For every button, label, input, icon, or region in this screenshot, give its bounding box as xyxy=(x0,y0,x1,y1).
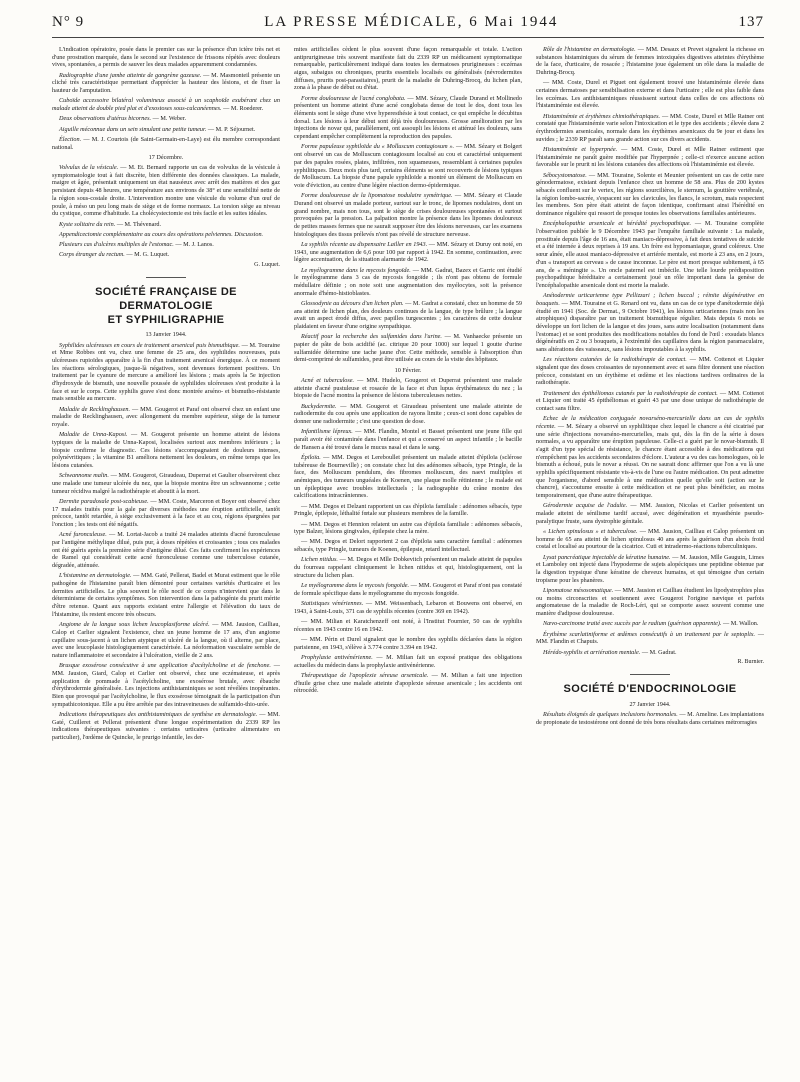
journal-title: LA PRESSE MÉDICALE, 6 Mai 1944 xyxy=(264,14,559,30)
session-date: 27 Janvier 1944. xyxy=(629,701,671,709)
column-1 xyxy=(52,46,280,1056)
text-columns xyxy=(52,46,764,1056)
paragraph-title: Statistiques vénériennes. xyxy=(301,600,364,608)
paragraph-title: Maladie de Unna-Kaposi. xyxy=(59,431,128,439)
paragraph-title: Histaminémie et érythèmes chimiothérapiques. xyxy=(543,112,661,120)
paragraph: Sébocystomatose. — MM. Touraine, Solente et Meunier présentent un cas de cette rare génodermatose, existant depuis l'enfance chez un homme de 58 ans. Plus de 200 kystes sébacés confluent sur le vertex, les régions sourcilières, le sternum, la gouttière vertébrale, la région lombo-sacrée, s'espacent sur les clavicules, les flancs, le scrotum, mais respectent les membres. Son père était atteint de façon identique, confirmant ainsi l'hérédité en dominance régulière qui ressort de presque toutes les observations familiales antérieures. xyxy=(536,171,764,218)
paragraph: L'histamine en dermatologie. — MM. Gaté, Pellerat, Badel et Murat estiment que le rôle pathogène de l'histamine paraît bien démontré pour certaines variétés d'urticaire et les dermites artificielles. Le plus souvent le rôle nocif de ce corps n'intervient que dans le déterminisme de certains symptômes. Son intervention dans la pathogénie du prurit mérite d'être retenue. Quant aux rapports existant entre l'allergie et l'élévation du taux de l'histamine, ils restent encore très obscurs. xyxy=(52,572,280,618)
paragraph: Réactif pour la recherche des sulfamides dans l'urine. — M. Vanhaecke présente un papier de pâte de bois acidifié (ac. citrique 20 pour 1000) sur lequel 1 goutte d'urine sulfamidée détermine une tache jaune d'or. Cette méthode, sensible à l'absorption d'un demi-comprimé de sulfamides, peut être utilisée au cours de la visite des hôpitaux. xyxy=(294,333,522,364)
page-header xyxy=(52,14,764,38)
section-heading: SOCIÉTÉ FRANÇAISE DE DERMATOLOGIE ET SYPHILIGRAPHIE xyxy=(95,286,237,326)
paragraph: Maladie de Recklinghausen. — MM. Gougerot et Paraf ont observé chez un enfant une maladie de Recklinghausen, avec allongement du membre supérieur, siège de la tumeur royale. xyxy=(52,405,280,429)
paragraph: Forme papuleuse syphiloïde du « Molluscum contagiosum ». — MM. Sézary et Bolgert ont observé un cas de Molluscum contagiosum localisé au cou et caractérisé uniquement par des papules rosées, plates, infiltrées, non squameuses, ressemblant à certaines papules syphilitiques. Deux mois plus tard, certains éléments se sont recouverts de lésions typiques de Molluscum. La biopsie d'une papule syphiloïde a montré un élément de Molluscum en voie d'éviction, au centre d'une légère réaction dermo-épidermique. xyxy=(294,143,522,189)
paragraph-title: Sébocystomatose. xyxy=(543,171,587,179)
paragraph: Hérédo-syphilis et arriération mentale. — M. Gadrat. xyxy=(543,648,677,656)
paragraph: Radiographie d'une jambe atteinte de gangrène gazeuse. — M. Masmonteil présente un cliché très caractéristique permettant d'apprécier la hauteur des lésions, et de fixer la hauteur de l'amputation. xyxy=(52,71,280,95)
paragraph: L'indication opératoire, posée dans le premier cas sur la présence d'un ictère très net et d'une prostration marquée, dans le second sur l'existence de frissons répétés avec douleurs vives, spontanées, a permis de sauver les deux malades apparemment condamnées. xyxy=(52,46,280,69)
paragraph: Érythème scarlatiniforme et œdèmes consécutifs à un traitement par le septoplix. — MM. Flandin et Chapuis. xyxy=(536,630,764,646)
paragraph: Corps étranger du rectum. — M. G. Luquet. xyxy=(59,251,170,259)
paragraph-title: Le myélogramme dans le mycosis fongoïde. xyxy=(301,582,410,590)
paragraph-title: Lipomatose mésosomatique. xyxy=(543,587,614,595)
paragraph: Acné furonculeuse. — M. Lortat-Jacob a traité 24 malades atteints d'acné furonculeuse par l'antigène méthylique dilué, puis pur, à doses répétées et croissantes ; tous ces malades ont été guéris après la première série d'antigène dilué. Ces faits confirment les expériences de Ramel qui considérait cette acné furonculeuse comme une tuberculose cutanée, dégradée, atténuée. xyxy=(52,531,280,570)
signature: R. Burnier. xyxy=(737,658,764,665)
paragraph-title: « Lichen spinulosus » et tuberculose. xyxy=(543,528,638,536)
paragraph xyxy=(52,231,280,239)
paragraph-title: Encéphalopathie arsenicale et hérédité psychopathique. xyxy=(543,220,692,228)
paragraph: Brusque exosérose consécutive à une application d'acétylcholine et de fenchone. — MM. Jausion, Giard, Calop et Carlier ont observé, chez une eczémateuse, et après application de pommade à l'acétylcholine, une exosérose brutale, avec ébauche d'érythrodermie généralisée. Les injections antihistaminiques se sont révélées inopérantes. Bien que provoqué par l'acétylcholine, le flux exosérose témoignait de la participation d'un sympathicotonique. Elle a pu être arrêtée par des intraveineuses de sulfamido-thio-urée. xyxy=(52,662,280,708)
paragraph: — MM. Degos et Delort rapportent 2 cas d'épiloïa sans caractère familial : adénomes sébacés, type Pringle, tumeurs de Koenen, épilepsie, retard intellectuel. xyxy=(294,538,522,554)
paragraph: — MM. Degos et Hennion relatent un autre cas d'épiloïa familiale : adénomes sébacés, type Balzer, lésions gingivales, épilepsie chez la mère. xyxy=(294,520,522,536)
signature: G. Luquet. xyxy=(254,261,280,268)
paragraph: Schwannome malin. — MM. Gougerot, Giraudeau, Duperrat et Gaulier observèrent chez une malade une tumeur ulcérée du nez, que la biopsie montra être un schwannome ; cette tumeur récidiva malgré la radiothérapie et aboutit à la mort. xyxy=(52,472,280,495)
column-2 xyxy=(294,46,522,1056)
paragraph-title: Volvulus de la vésicule. xyxy=(59,164,119,172)
paragraph-title: Résultats éloignés de quelques inclusions hormonales. xyxy=(543,711,678,719)
paragraph: Les réactions cutanées de la radiothérapie de contact. — MM. Cottenot et Liquier signalent que des doses croissantes de rayonnement avec et sans filtre donnent une réaction précoce, consistant en un érythème et œdème et les réactions tardives ordinaires de la radiothérapie. xyxy=(536,356,764,387)
paragraph: Lysat pancréatique injectable de kératine humaine. — M. Jausion, Mlle Gauguin, Limes et Lamboley ont injecté dans l'hypoderme de sujets alopéciques une peptidine obtenue par la digestion trypsique d'une kératine de cheveux humains, et qui témoigne d'un certain tropisme pour les phanères. xyxy=(536,553,764,584)
paragraph: mites artificielles cèdent le plus souvent d'une façon remarquable et totale. L'action antiprurigineuse très souvent manifeste fait du 2339 RP un médicament symptomatique remarquable, particulièrement indiqué dans toutes les dermatoses prurigineuses : eczémas aigus, subaigus ou chroniques, prurits essentiels localisés ou généralisés (névrodermites diffuses, prurits post-parasitaires), prurit de la maladie de Duhring-Brocq, du lichen plan, zona à la phase de début ou d'état. xyxy=(294,46,522,92)
paragraph-title: Lichen nitidus. xyxy=(301,556,338,564)
paragraph: Traitement des épithéliomas cutanés par la radiothérapie de contact. — MM. Cottenot et Liquier ont traité 45 épithéliomas et guéri 43 par une dose unique de radiothérapie de contact sans filtre. xyxy=(536,389,764,412)
paragraph: Prophylaxie antivénérienne. — M. Milian fait un exposé pratique des obligations actuelles du médecin dans la prophylaxie antivénérienne. xyxy=(294,653,522,669)
paragraph: La syphilis récente au dispensaire Lailler en 1943. — MM. Sézary et Duruy ont noté, en 1943, une augmentation de 6,6 pour 100 par rapport à 1942. En somme, continuation, avec légère accentuation, de la situation alarmante de 1942. xyxy=(294,240,522,264)
paragraph-title: Appendicectomie complémentaire au cours des opérations pelviennes. Discussion. xyxy=(59,230,264,238)
paragraph-title: Acné et tuberculose. xyxy=(301,376,355,384)
paragraph-title: Élection. xyxy=(59,135,82,143)
paragraph-title: Forme douloureuse de l'acné conglobata. xyxy=(301,94,406,102)
paragraph-title: Brusque exosérose consécutive à une application d'acétylcholine et de fenchone. xyxy=(59,662,271,670)
paragraph-title: Indications thérapeutiques des antihistaminiques de synthèse en dermatologie. xyxy=(59,710,258,718)
paragraph: Résultats éloignés de quelques inclusions hormonales. — M. Ameline. Les implantations de propionate de testostérone ont donné de très bons résultats dans certaines métrorragies xyxy=(536,711,764,727)
paragraph: — MM. Degos et Delzant rapportent un cas d'épiloïa familiale : adénomes sébacés, type Pringle, épilepsie, léthalité fœtale sur plusieurs membres de la famille. xyxy=(294,502,522,518)
paragraph: Anétodermie urticarienne type Pellizzari ; lichen buccal ; réinite dégénérative en bouquets. — MM. Touraine et G. Renard ont vu, dans un cas de ce type d'anétodermie déjà étudié en 1941 (Soc. de Dermat., 9 Octobre 1941), les lésions urticariennes (mais non les atrophiques) disparaître par un traitement bismuthique régulier. Mais depuis 6 mois se développe un fort lichen de la langue et des joues, sans autre localisation (notamment dans l'estomac) et se sont produites des modifications notables du fond de l'œil : exsudats blancs dégénératifs en 2 ou 3 bouquets, à l'extrémité des capillaires dans la région paramaculaire, sans altérations des vaisseaux, sans lésions impoutables à la syphilis. xyxy=(536,292,764,353)
session-date: 13 Janvier 1944. xyxy=(145,331,187,339)
paragraph: — MM. Périn et Durel signalent que le nombre des syphilis déclarées dans la région parisienne, en 1943, s'élève à 3.774 contre 3.394 en 1942. xyxy=(294,636,522,651)
paragraph-title: Le myélogramme dans le mycosis fongoïde. xyxy=(301,266,411,274)
paragraph-title: Forme douloureuse de la lipomatose nodulaire symétrique. xyxy=(301,192,453,200)
paragraph: Histaminémie et hyperpnée. — MM. Coste, Durel et Mlle Ratner estiment que l'histaminémie ne paraît guère modifiée par l'hyperpnée ; celle-ci n'exerce aucune action favorable sur le prurit ni les lésions cutanées des affections où l'histaminémie est élevée. xyxy=(536,146,764,169)
paragraph-title: Anétodermie urticarienne type Pellizzari ; lichen buccal ; réinite dégénérative en bouquets. xyxy=(536,292,764,307)
paragraph: Forme douloureuse de la lipomatose nodulaire symétrique. — MM. Sézary et Claude Durand ont observé un malade porteur, surtout sur le tronc, de lipomes nodulaires, dont un grand nombre, mais non tous, sont le siège de crises douloureuses spontanées et surtout provoquées par la pression. La palpation montre la présence dans les lipomes douloureux de petites masses fermes que ne saurait supposer être des lésions nerveuses, car les examens histologiques des tissus prélevés n'ont pas révélé de structure nerveuse. xyxy=(294,192,522,238)
column-3 xyxy=(536,46,764,1056)
paragraph-title: Infantilisme lépreux. xyxy=(301,428,353,436)
paragraph-title: Les réactions cutanées de la radiothérapie de contact. xyxy=(543,356,687,364)
paragraph: Statistiques vénériennes. — MM. Weissenbach, Lebaron et Bouwens ont observé, en 1943, à Saint-Louis, 371 cas de syphilis récentes (contre 369 en 1942). xyxy=(294,600,522,615)
paragraph-title: Érythème scarlatiniforme et œdèmes consécutifs à un traitement par le septoplix. xyxy=(543,630,756,638)
paragraph: Buckydermite. — MM. Gougerot et Giraudeau présentent une malade atteinte de radiodermite du cou après une application de rayons limite ; ceux-ci sont donc capables de donner une radiodermite ; c'est une question de dose. xyxy=(294,402,522,425)
paragraph: Echec de la médication conjuguée novarséno-mercurielle dans un cas de syphilis récente. — M. Sézary a observé un syphilitique chez lequel le chancre a été cicatrisé par une série d'injections novarséno-mercurielles, mais qui, dès la fin de la série à doses normales, a vu apparaître une éruption papuleuse. Celle-ci a guéri par le novar-bismuth. Il s'agit d'un type spécial de résistance, le chancre étant accessible à des médications qui n'empêchent pas les accidents secondaires d'éclore. L'auteur a vu des cas homologues, où le bismuth a échoué, puis le novar a réussi. On ne saurait donc affirmer que l'on a vu là une syphilis spécifiquement résistante vis-à-vis de l'une ou l'autre médication. On peut admettre que l'organisme, d'abord sensible à une médication quelle qu'elle soit (action sur le chancre), s'accoutume ensuite à cette médication et ne peut plus bénéficier, au moins temporairement, que d'une autre thérapeutique. xyxy=(536,415,764,500)
paragraph: Maladie de Unna-Kaposi. — M. Gougerot présente un homme atteint de lésions typiques de la maladie de Unna-Kaposi, localisées surtout aux membres inférieurs ; la biopsie confirme le diagnostic. Ces lésions s'accompagnaient de douleurs intenses, polynévritiques ; la vitamine B1 améliora nettement les douleurs, en même temps que les lésions cutanées. xyxy=(52,431,280,470)
divider xyxy=(146,277,186,278)
paragraph-title: Histaminémie et hyperpnée. xyxy=(543,146,618,154)
paragraph-title: Angiome de la langue sous lichen leucoplasiforme ulcéré. xyxy=(59,621,210,629)
paragraph-title: Traitement des épithéliomas cutanés par la radiothérapie de contact. xyxy=(543,389,718,397)
divider xyxy=(630,674,670,675)
paragraph-title: Maladie de Recklinghausen. xyxy=(59,405,131,413)
paragraph-title: Aiguille méconnue dans un sein simulant une petite tumeur. xyxy=(59,125,207,133)
paragraph-title: Radiographie d'une jambe atteinte de gangrène gazeuse. xyxy=(59,71,202,79)
paragraph-title: Épiloïa. xyxy=(301,453,321,461)
paragraph: Thérapeutique de l'apoplexie séreuse arsenicale. — M. Milian a fait une injection d'huile grise chez une malade atteinte d'apoplexie séreuse arsenicale ; les accidents ont rétrocédé. xyxy=(294,671,522,695)
paragraph: Lipomatose mésosomatique. — MM. Jausion et Cailliau étudient les lipodystrophies plus ou moins circonscrites et soutiennent avec Gougerot l'origine nævique et parfois angiomateuse de la maladie de Roch-Léri, qui se comporte assez souvent comme une manière d'adipose douloureuse. xyxy=(536,587,764,618)
paragraph-title: Hérédo-syphilis et arriération mentale. xyxy=(543,648,641,656)
paragraph-title: Réactif pour la recherche des sulfamides dans l'urine. xyxy=(301,333,442,341)
paragraph: Encéphalopathie arsenicale et hérédité psychopathique. — M. Touraine complète l'observation publiée le 9 Décembre 1943 par l'enquête familiale suivante : La malade, prostituée depuis l'âge de 16 ans, était maniaco-dépressive, à fait deux tentatives de suicide et a été internée à deux reprises à 19 ans. Un frère est hypomaniaque, grand coléreux. Une sœur aînée, elle aussi maniaco-dépressive et arriérée mentale, est morte à 23 ans, en 2 jours, d'un « transport au cerveau » de cause inconnue. Le père est mort presque subitement, à 65 ans, de « méningite ». Un oncle paternel est imbécile. Une telle lourde prédisposition psychopathique héréditaire a certainement joué un rôle important dans la genèse de l'encéphalopathie arsenicale dont est morte la malade. xyxy=(536,220,764,289)
paragraph: Deux observations d'utérus bicornes. — M. Weber. xyxy=(59,115,187,123)
paragraph-title: Nævo-carcinome traité avec succès par le radium (guérison apparente). xyxy=(543,620,722,628)
paragraph: Le myélogramme dans le mycosis fongoïde. — MM. Gougerot et Paraf n'ont pas constaté de formule spécifique dans le myélogramme du mycosis fongoïde. xyxy=(294,582,522,597)
issue-number: N° 9 xyxy=(52,14,85,30)
paragraph: Épiloïa. — MM. Degos et Lereboullet présentent un malade atteint d'épiloïa (sclérose tubéreuse de Bourneville) ; on constate chez lui des adénomes sébacés, type Pringle, de la face, des Molluscum pendulum, des fibromes molluscum, des naevi multiples et anémiques, des tumeurs unguéales de Koenen, une plaque molle rétinienne ; le malade est un épileptique avec troubles intellectuels ; la radiographie du crâne montre des calcifications intracrâniennes. xyxy=(294,453,522,500)
paragraph-title: Corps étranger du rectum. xyxy=(59,251,125,259)
session-date: 17 Décembre. xyxy=(148,153,184,161)
paragraph: Aiguille méconnue dans un sein simulant une petite tumeur. — M. P. Séjournet. xyxy=(59,125,256,133)
paragraph: Infantilisme lépreux. — MM. Flandin, Montel et Basset présentent une jeune fille qui paraît avoir été contaminée dans l'enfance et qui a conservé un aspect infantile ; le bacille de Hansen a été trouvé dans le mucus nasal et dans le sang. xyxy=(294,428,522,451)
paragraph: Volvulus de la vésicule. — M. Et. Bernard rapporte un cas de volvulus de la vésicule à symptomatologie tout à fait discrète, bien différente des données classiques. La malade, maigre et âgée, présentait uniquement un état nauséeux avec arrêt des matières et des gaz persistant depuis 48 heures, une température aux environs de 38° et une sensibilité nette de la région sous-costale droite. L'intervention montre une vésicule du volume d'un œuf de poule, à méso un peu long mais de siège et de forme normaux. La torsion siège au niveau du cystique, comme d'habitude. La cholécystectomie est très facile et les suites idéales. xyxy=(52,164,280,218)
section-heading: SOCIÉTÉ D'ENDOCRINOLOGIE xyxy=(563,683,737,696)
paragraph: Glossodynie au décours d'un lichen plan. — M. Gadrat a constaté, chez un homme de 59 ans atteint de lichen plan, des douleurs continues de la langue, de type brûlure ; la langue avait un aspect érodé diffus, avec papilles turgescentes ; les caractères de cette douleur plaidaient en faveur d'une origine sympathique. xyxy=(294,299,522,330)
paragraph: Nævo-carcinome traité avec succès par le radium (guérison apparente). — M. Wallon. xyxy=(543,620,759,628)
paragraph: Kyste solitaire du rein. — M. Thévenard. xyxy=(59,220,162,228)
paragraph-title: Gérodermie acquise de l'adulte. xyxy=(543,502,628,510)
paragraph: Indications thérapeutiques des antihistaminiques de synthèse en dermatologie. — MM. Gaté, Cuilleret et Pellerat présentent d'une longue expérimentation du 2339 RP les indications thérapeutiques suivantes : certains urticaires (urticaire alimentaire en particulier), l'œdème de Quincke, le prurigo infantile, les der- xyxy=(52,710,280,741)
paragraph-title: Deux observations d'utérus bicornes. xyxy=(59,115,152,123)
paragraph-title: Cuboïde accessoire bilatéral volumineux associé à un scaphoïde exubérant chez un malade atteint de double pied plat et d'exostoses sous-calcanéennes. xyxy=(52,97,280,112)
paragraph-title: Syphilides ulcéreuses en cours de traitement arsenical puis bismuthique. xyxy=(59,341,240,349)
paragraph-title: Plusieurs cas d'ulcères multiples de l'estomac. xyxy=(59,241,174,249)
paragraph-title: Lysat pancréatique injectable de kératine humaine. xyxy=(543,553,671,561)
session-date: 10 Février. xyxy=(394,366,422,374)
paragraph: — MM. Coste, Durel et Piguet ont également trouvé une histaminémie élevée dans certaines dermatoses par sensibilisation externe et dans l'urticaire ; elle est plus faible dans les eczémas. Les antihistaminiques réussissent surtout dans celles de ces affections où l'histaminémie est élevée. xyxy=(536,79,764,110)
paragraph-title: Kyste solitaire du rein. xyxy=(59,220,116,228)
paragraph: Angiome de la langue sous lichen leucoplasiforme ulcéré. — MM. Jausion, Cailliau, Calop et Carlier signalent l'existence, chez un jeune homme de 17 ans, d'un angiome capillaire sous-jacent à un lichen atypique et ulcéré de la langue, où il alterne, par place, avec une leucoplasie histologiquement caractérisée. La néoformation vasculaire semble de nature inflammatoire et secondaire à l'ulcération, vieille de 2 ans. xyxy=(52,621,280,659)
paragraph: Acné et tuberculose. — MM. Hudelo, Gougerot et Duperrat présentent une malade atteinte d'acné pustuleuse et rosacée de la face et d'un lupus érythémateux du nez ; la biopsie de l'acné montra la présence de lésions tuberculeuses nettes. xyxy=(294,376,522,400)
paragraph-title: Buckydermite. xyxy=(301,402,337,410)
paragraph: Dermite paradoxale post-scabieuse. — MM. Coste, Marceron et Boyer ont observé chez 17 malades traités pour la gale par diverses méthodes une éruption artificielle, tantôt précoce, tantôt retardée, à siège exclusivement à la face et au cou, régions épargnées par l'onction ; les tests ont été négatifs. xyxy=(52,498,280,529)
paragraph-title: Thérapeutique de l'apoplexie séreuse arsenicale. xyxy=(301,671,429,679)
paragraph: Histaminémie et érythèmes chimiothérapiques. — MM. Coste, Durel et Mlle Ratner ont constaté que l'histaminémie varie selon l'intoxication et le type des accidents ; élevée dans 2 érythrodermies arsenicales, normale dans les érythèmes arsenicaux du 9e jour et dans les suvides ; le 2339 RP paraît sans grande action sur ces divers accidents. xyxy=(536,112,764,143)
paragraph-title: La syphilis récente au dispensaire Lailler en 1943. xyxy=(301,240,428,248)
page-number: 137 xyxy=(738,14,764,30)
paragraph: Syphilides ulcéreuses en cours de traitement arsenical puis bismuthique. — M. Touraine et Mme Robbes ont vu, chez une femme de 25 ans, des syphilides nouveuses, puis ulcéreuses rupioïdes apparaître à la fin d'un traitement arsenical énergique. À ce moment les réactions sérologiques, jusque-là négatives, sont devenues fortement positives. Un traitement par le cyanure de mercure a amélioré les lésions ; mais après la 5e injection d'hydroxyde de bismuth, une nouvelle poussée de syphilides ulcéreuses s'est produite à la face et sur le corps. Cette syphilis grave s'est donc montrée arséno- et bismutho-résistante mais sensible au mercure. xyxy=(52,341,280,403)
paragraph-title: Dermite paradoxale post-scabieuse. xyxy=(59,498,149,506)
paragraph-title: Glossodynie au décours d'un lichen plan. xyxy=(301,299,404,307)
paragraph: Cuboïde accessoire bilatéral volumineux associé à un scaphoïde exubérant chez un malade atteint de double pied plat et d'exostoses sous-calcanéennes. — M. Roederer. xyxy=(52,97,280,112)
paragraph: Gérodermie acquise de l'adulte. — MM. Jausion, Nicolas et Carlier présentent un malade atteint de sénilisme tardif accusé, avec dégénération et myasthénie pseudo-paralytique fruste, sans dystrophie génitale. xyxy=(536,502,764,525)
paragraph-title: Rôle de l'histamine en dermatologie. xyxy=(543,46,636,53)
paragraph: Lichen nitidus. — M. Degos et Mlle Dobkevitch présentent un malade atteint de papules du fourreau rappelant cliniquement le lichen nitidus et qui, histologiquement, ont la structure du lichen plan. xyxy=(294,556,522,579)
paragraph: Plusieurs cas d'ulcères multiples de l'estomac. — M. J. Lanos. xyxy=(59,241,214,249)
paragraph: « Lichen spinulosus » et tuberculose. — MM. Jausion, Cailliau et Calop présentent un homme de 65 ans atteint de lichen spinulosus 40 ans après la guérison d'un abcès froid costal et localisé au pourtour de la cicatrice. Cuti et intradermo-réactions tuberculiniques. xyxy=(536,528,764,551)
paragraph-title: Forme papuleuse syphiloïde du « Molluscum contagiosum ». xyxy=(301,143,455,151)
paragraph-title: Prophylaxie antivénérienne. xyxy=(301,653,373,661)
paragraph: — MM. Milian et Karatchenzeff ont noté, à l'Institut Fournier, 50 cas de syphilis récentes en 1943 contre 16 en 1942. xyxy=(294,618,522,633)
paragraph: Forme douloureuse de l'acné conglobata. — MM. Sézary, Claude Durand et Mollinedo présentent un homme atteint d'une acné conglobata dense de tout le dos, dont tous les éléments sont le siège d'une vive hyperesthésie à tout contact, ce qui empêche le décubitus dorsal. Les lésions à leur début sont déjà très douloureuses. Grosse amélioration par les injections de novar qui, parallèlement, ont assoupli les lésions et atténué les douleurs, sans cependant empêcher complètement la reproduction des papules. xyxy=(294,94,522,141)
paragraph: Élection. — M. J. Courtois (de Saint-Germain-en-Laye) est élu membre correspondant national. xyxy=(52,135,280,151)
paragraph-title: Echec de la médication conjuguée novarséno-mercurielle dans un cas de syphilis récente. xyxy=(536,415,764,430)
paragraph-title: Acné furonculeuse. xyxy=(59,531,107,539)
paragraph-title: L'histamine en dermatologie. xyxy=(59,572,132,580)
paragraph: Rôle de l'histamine en dermatologie. — MM. Desaux et Prevet signalent la richesse en substances histaminiques du sérum de femmes intoxiquées digestives atteintes d'érythème de la face, d'urticaire, de rosacée ; l'histamine joue également un rôle dans la maladie de Duhring-Brocq. xyxy=(536,46,764,77)
paragraph: Le myélogramme dans le mycosis fongoïde. — MM. Gadrat, Bazex et Garric ont étudié le myélogramme dans 3 cas de mycosis fongoïde ; ils n'ont pas obtenu de formule médullaire définie ; on note soit une augmentation des myélocytes, soit la présence anormale d'hémo-histioblastes. xyxy=(294,266,522,297)
paragraph-title: Schwannome malin. xyxy=(59,472,109,480)
